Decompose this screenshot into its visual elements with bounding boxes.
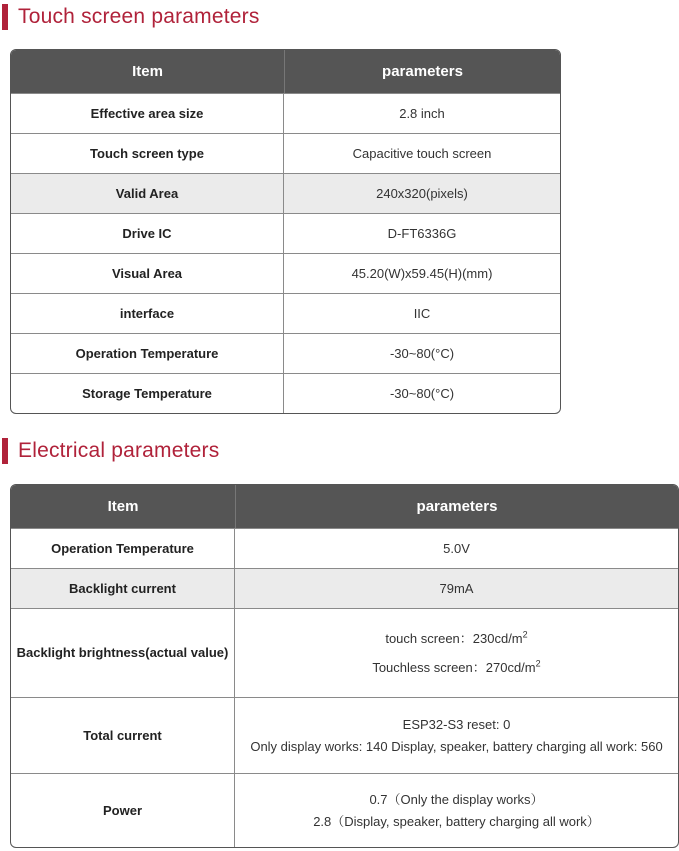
row-key: Operation Temperature (11, 528, 235, 568)
electrical-parameters-table (10, 484, 679, 848)
row-value (235, 608, 678, 697)
table-row (11, 93, 560, 133)
row-key: Total current (11, 697, 235, 773)
row-value: 79mA (235, 568, 678, 608)
table-row (11, 293, 560, 333)
value-line: Touchless screen：$270cd/m^2$ (372, 658, 541, 675)
table-row (11, 373, 560, 413)
header-item: Item (11, 485, 235, 528)
row-value: -30~80(°C) (284, 333, 560, 373)
table-row (11, 568, 678, 608)
row-key: Backlight brightness(actual value) (11, 608, 235, 697)
header-parameters: parameters (235, 485, 678, 528)
row-key: Power (11, 773, 235, 847)
row-key: Touch screen type (11, 133, 284, 173)
title-accent-bar (2, 4, 8, 30)
row-value: 2.8 inch (284, 93, 560, 133)
row-key: Backlight current (11, 568, 235, 608)
table-row (11, 173, 560, 213)
title-accent-bar (2, 438, 8, 464)
table-header-row (11, 485, 678, 528)
value-line: Only display works: 140 Display, speaker, battery charging all work: 560 (250, 739, 663, 754)
row-key: Drive IC (11, 213, 284, 253)
value-line: touch screen：$230cd/m^2$ (385, 629, 528, 646)
table-header-row (11, 50, 560, 93)
row-value: D-FT6336G (284, 213, 560, 253)
row-value: IIC (284, 293, 560, 333)
row-value: 5.0V (235, 528, 678, 568)
row-value: 45.20(W)x59.45(H)(mm) (284, 253, 560, 293)
table-row (11, 213, 560, 253)
value-line: 2.8（Display, speaker, battery charging all work） (313, 814, 600, 829)
row-key: Valid Area (11, 173, 284, 213)
table-row (11, 773, 678, 847)
row-key: Effective area size (11, 93, 284, 133)
touch-parameters-table (10, 49, 561, 414)
row-value: Capacitive touch screen (284, 133, 560, 173)
table-row (11, 133, 560, 173)
table-row (11, 333, 560, 373)
row-value: -30~80(°C) (284, 373, 560, 413)
row-key: Visual Area (11, 253, 284, 293)
touch-section-title (2, 2, 260, 32)
row-key: Operation Temperature (11, 333, 284, 373)
table-row (11, 253, 560, 293)
value-line: 0.7（Only the display works） (369, 791, 544, 807)
table-row (11, 608, 678, 697)
value-line: ESP32-S3 reset: 0 (402, 716, 511, 732)
row-value (235, 697, 678, 773)
row-value: 240x320(pixels) (284, 173, 560, 213)
electrical-section-title-text: Electrical parameters (18, 439, 220, 462)
header-item: Item (11, 50, 284, 93)
table-row (11, 528, 678, 568)
touch-section-title-text: Touch screen parameters (18, 5, 260, 28)
electrical-section-title (2, 436, 219, 466)
row-key: Storage Temperature (11, 373, 284, 413)
row-value (235, 773, 678, 847)
header-parameters: parameters (284, 50, 560, 93)
row-key: interface (11, 293, 284, 333)
table-row (11, 697, 678, 773)
